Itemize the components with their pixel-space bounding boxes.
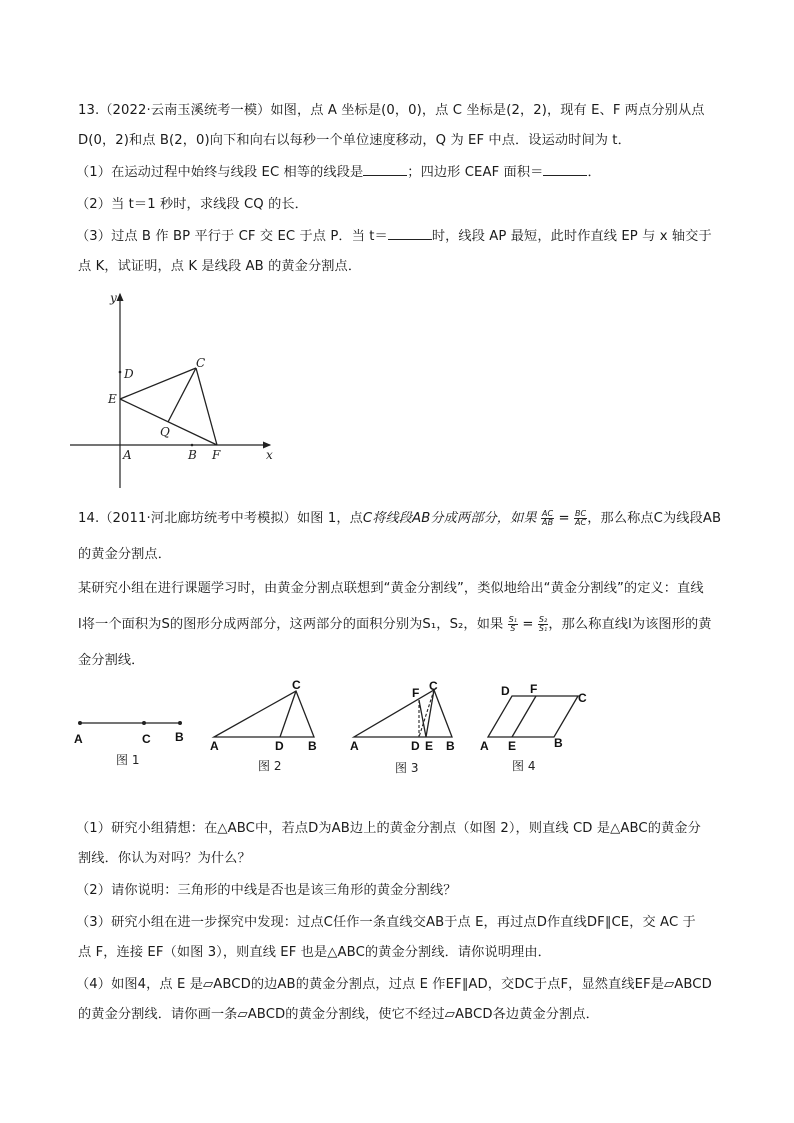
q14-line-4-text-b: ，那么称直线l为该图形的黄 <box>548 617 712 632</box>
q14-part-3-cont: 点 F，连接 EF（如图 3），则直线 EF 也是△ABC的黄金分割线．请你说明理由． <box>78 945 551 960</box>
q14-line-5: 金分割线． <box>78 653 145 668</box>
fig4-label-a: A <box>480 739 489 753</box>
q14-figures <box>70 680 610 780</box>
fig3-label-e: E <box>425 739 434 753</box>
segment-cq <box>168 368 196 422</box>
answer-blank <box>363 163 407 176</box>
figure-4 <box>480 682 587 773</box>
fig2-label-c: C <box>292 678 301 692</box>
fig4-label-b: B <box>554 736 563 750</box>
fig1-caption: 图 1 <box>116 753 140 767</box>
label-b: B <box>188 448 197 462</box>
fig3-caption: 图 3 <box>395 761 419 775</box>
q13-part-1-text-b: ；四边形 CEAF 面积＝ <box>407 165 544 180</box>
q14-part-4: （4）如图4，点 E 是▱ABCD的边AB的黄金分割点，过点 E 作EF∥AD，交DC于点F，显然直线EF是▱ABCD <box>76 977 712 992</box>
answer-blank <box>388 227 432 240</box>
q14-part-3: （3）研究小组在进一步探究中发现：过点C任作一条直线交AB于点 E，再过点D作直线DF∥CE，交 AC 于 <box>76 915 696 930</box>
q13-part-3-text-a: （3）过点 B 作 BP 平行于 CF 交 EC 于点 P．当 t＝ <box>76 229 388 244</box>
q13-line-2: D(0，2)和点 B(2，0)向下和向右以每秒一个单位速度移动，Q 为 EF 中点．设运动时间为 t． <box>78 133 631 148</box>
point-d <box>119 371 122 374</box>
fraction-s2-s1: $\frac{\text{S₂}}{\text{S₁}}$ <box>538 614 548 633</box>
q14-line-1-text-c: ，那么称点C为线段AB <box>587 511 722 526</box>
answer-blank <box>543 163 587 176</box>
fig2-label-d: D <box>275 739 284 753</box>
fig3-label-a: A <box>350 739 359 753</box>
equals-sign: = <box>558 511 570 526</box>
label-a: A <box>123 448 132 462</box>
q14-line-4-text-a: l将一个面积为S的图形分成两部分，这两部分的面积分别为S₁，S₂，如果 <box>78 617 504 632</box>
label-e: E <box>108 392 117 406</box>
fraction-bc-ac: $\frac{BC}{AC}$ <box>574 508 587 527</box>
q13-part-2: （2）当 t＝1 秒时，求线段 CQ 的长． <box>76 197 308 212</box>
q13-line-1: 13.（2022·云南玉溪统考一模）如图，点 A 坐标是(0，0)，点 C 坐标是(2，2)，现有 E、F 两点分别从点 <box>78 103 705 118</box>
q13-coordinate-figure <box>60 288 300 498</box>
label-q: Q <box>160 425 170 439</box>
q13-part-3-text-b: 时，线段 AP 最短，此时作直线 EP 与 x 轴交于 <box>431 229 712 244</box>
q13-part-3 <box>76 226 712 248</box>
fig3-label-b: B <box>446 739 455 753</box>
label-f: F <box>212 448 221 462</box>
q13-part-1 <box>76 162 601 184</box>
q14-line-1-text-a: 14.（2011·河北廊坊统考中考模拟）如图 1，点 <box>78 511 363 526</box>
fig1-label-b: B <box>175 730 184 744</box>
fig1-label-a: A <box>74 732 83 746</box>
q14-line-1 <box>78 508 721 530</box>
fig1-label-c: C <box>142 732 151 746</box>
q14-line-4 <box>78 614 712 636</box>
label-d: D <box>124 367 134 381</box>
fraction-ac-ab: $\frac{AC}{AB}$ <box>541 508 554 527</box>
q14-line-1-text-b: C将线段AB分成两部分，如果 <box>362 511 537 526</box>
x-axis-label: x <box>266 448 273 462</box>
fig4-caption: 图 4 <box>512 759 536 773</box>
label-c: C <box>196 356 206 370</box>
fig2-label-a: A <box>210 739 219 753</box>
segment-cf <box>196 368 217 445</box>
fig4-label-d: D <box>501 684 510 698</box>
fig2-caption: 图 2 <box>258 759 282 773</box>
figure-3 <box>350 679 455 775</box>
q14-part-1-cont: 割线．你认为对吗？为什么？ <box>78 851 251 866</box>
q14-part-4-cont: 的黄金分割线．请你画一条▱ABCD的黄金分割线，使它不经过▱ABCD各边黄金分割点． <box>78 1007 599 1022</box>
q14-line-3: 某研究小组在进行课题学习时，由黄金分割点联想到“黄金分割线”，类似地给出“黄金分割线”的定义：直线 <box>78 581 704 596</box>
y-axis-label: y <box>110 291 117 305</box>
fig4-label-c: C <box>578 691 587 705</box>
fig3-label-c: C <box>429 679 438 693</box>
fig4-label-f: F <box>530 682 538 696</box>
q14-part-2: （2）请你说明：三角形的中线是否也是该三角形的黄金分割线？ <box>76 883 457 898</box>
fig3-label-d: D <box>411 739 420 753</box>
fig2-label-b: B <box>308 739 317 753</box>
figure-2 <box>210 678 317 773</box>
fraction-s1-s: $\frac{\text{S₁}}{S}$ <box>508 614 518 633</box>
figure-1 <box>74 721 184 767</box>
point-b <box>191 444 194 447</box>
q14-line-2: 的黄金分割点． <box>78 547 172 562</box>
q13-part-3-cont: 点 K，试证明，点 K 是线段 AB 的黄金分割点． <box>78 259 362 274</box>
q13-part-1-text-c: ． <box>587 165 601 180</box>
fig4-label-e: E <box>508 739 517 753</box>
q13-part-1-text-a: （1）在运动过程中始终与线段 EC 相等的线段是 <box>76 165 364 180</box>
equals-sign: = <box>522 617 534 632</box>
q14-part-1: （1）研究小组猜想：在△ABC中，若点D为AB边上的黄金分割点（如图 2），则直线 CD 是△ABC的黄金分 <box>76 821 701 836</box>
fig3-label-f: F <box>412 686 420 700</box>
